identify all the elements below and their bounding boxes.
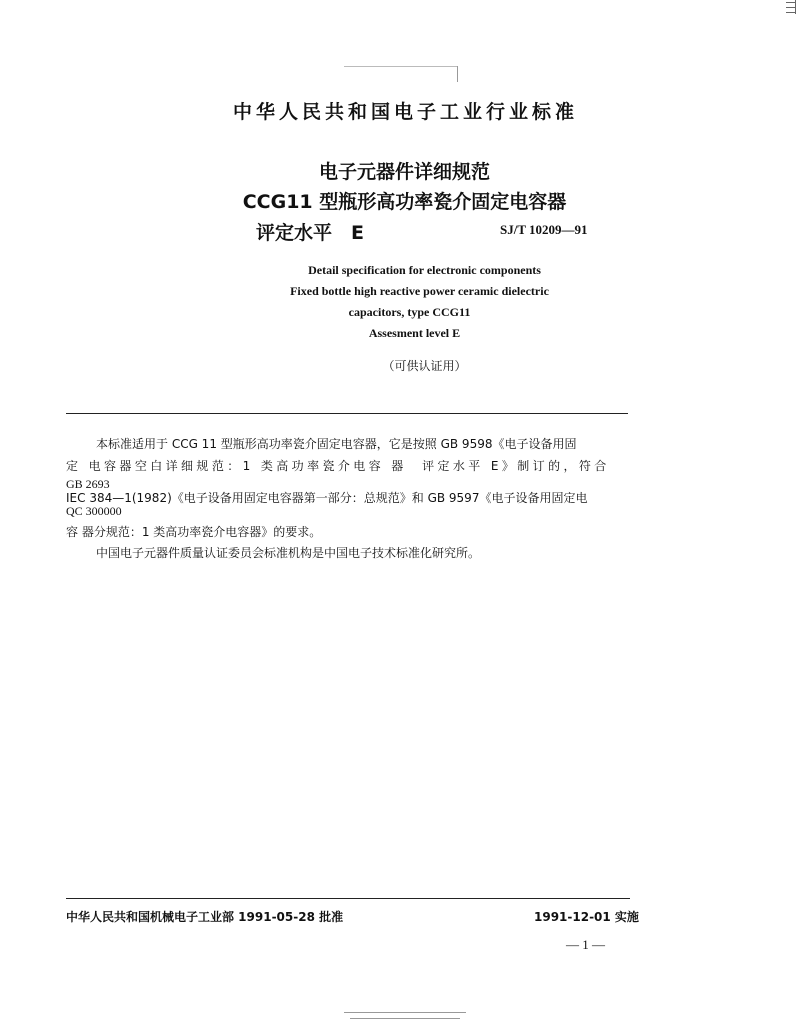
body-paragraph-line: 本标准适用于 CCG 11 型瓶形高功率瓷介固定电容器，它是按照 GB 9598《电子设备用固	[96, 437, 577, 451]
scan-mark	[786, 0, 798, 14]
scan-artifact-line	[344, 1012, 466, 1013]
body-paragraph-line: IEC 384—1(1982)《电子设备用固定电容器第一部分：总规范》和 GB 9597《电子设备用固定电	[66, 491, 588, 505]
approval-line: 中华人民共和国机械电子工业部 1991-05-28 批准	[66, 910, 344, 924]
body-paragraph-line: QC 300000	[66, 504, 122, 518]
title-zh-line2: CCG11 型瓶形高功率瓷介固定电容器	[242, 191, 567, 213]
title-en-line3: capacitors, type CCG11	[348, 305, 471, 319]
certification-note: （可供认证用）	[382, 359, 467, 373]
scan-artifact-line	[457, 66, 458, 82]
scan-artifact-line	[350, 1018, 460, 1019]
body-paragraph-line: 定 电容器空白详细规范：1 类高功率瓷介电容 器 评定水平 E》制订的，符合	[66, 459, 610, 473]
divider-top	[66, 413, 628, 414]
divider-bottom	[66, 898, 630, 899]
title-en-line4: Assesment level E	[368, 326, 461, 340]
body-paragraph-line: GB 2693	[66, 477, 110, 491]
implementation-date: 1991-12-01 实施	[534, 910, 639, 924]
title-zh-line3: 评定水平 E	[256, 222, 364, 244]
standard-header: 中华人民共和国电子工业行业标准	[232, 101, 578, 123]
scan-artifact-line	[344, 66, 458, 67]
title-en-line2: Fixed bottle high reactive power ceramic dielectric	[290, 284, 549, 298]
title-zh-line1: 电子元器件详细规范	[318, 161, 490, 183]
body-paragraph-line: 容 器分规范：1 类高功率瓷介电容器》的要求。	[66, 525, 322, 539]
title-en-line1: Detail specification for electronic components	[308, 263, 541, 277]
body-paragraph-line: 中国电子元器件质量认证委员会标准机构是中国电子技术标准化研究所。	[96, 546, 481, 560]
standard-code: SJ/T 10209—91	[500, 222, 588, 237]
page-number: — 1 —	[566, 937, 605, 952]
